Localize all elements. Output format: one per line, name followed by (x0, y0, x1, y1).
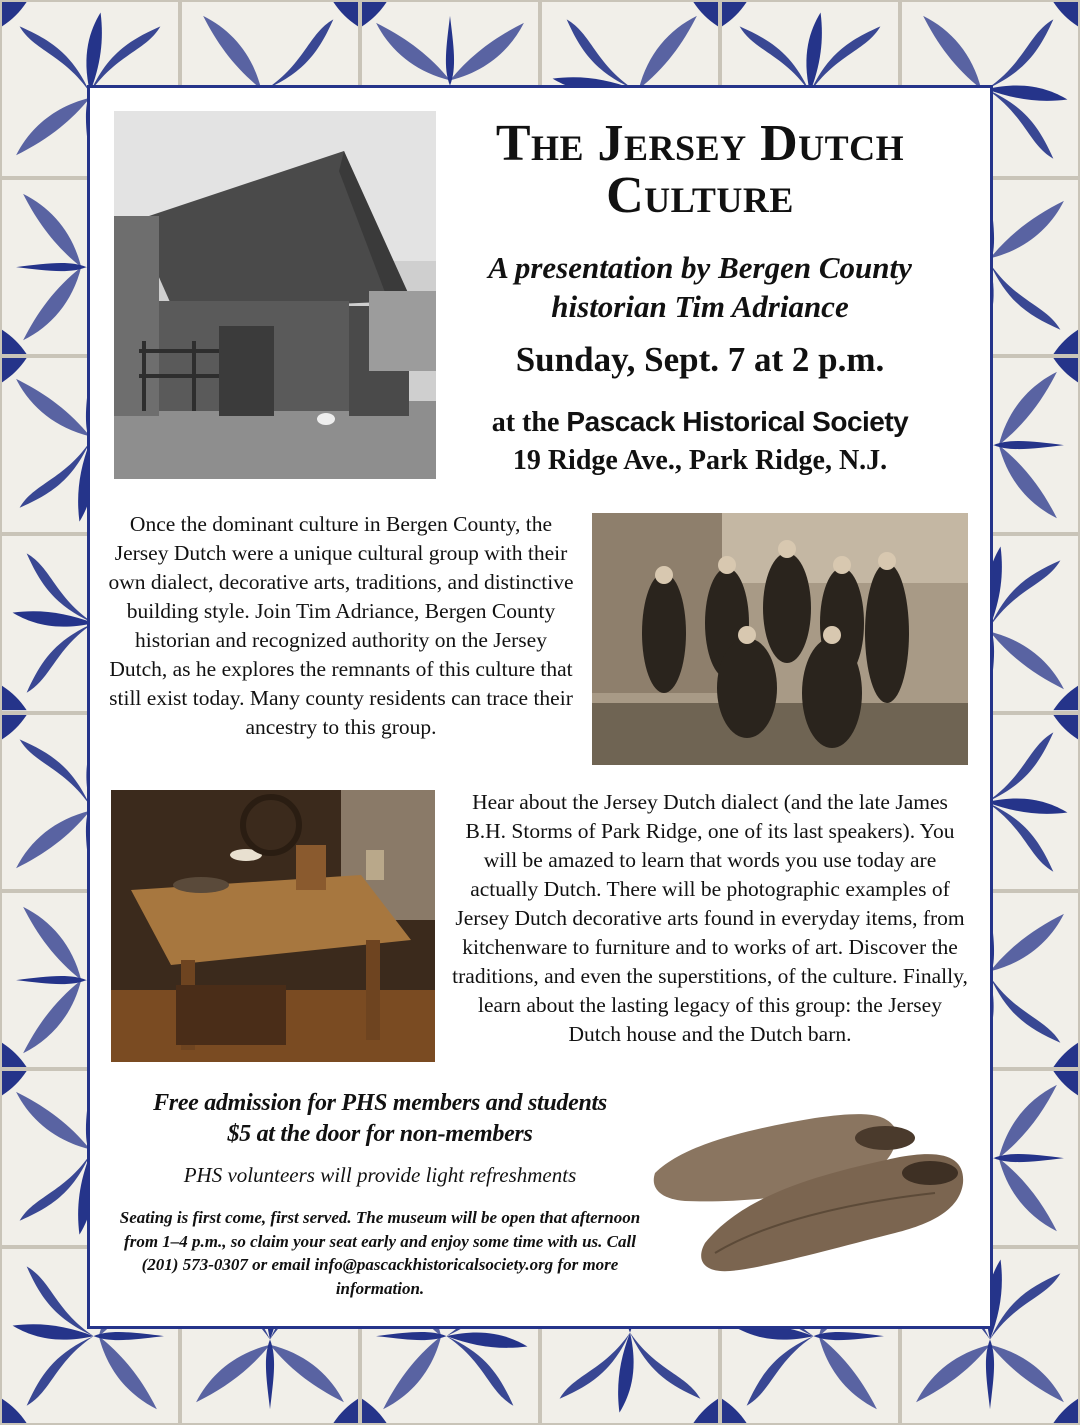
colonial-table-photo (111, 790, 435, 1062)
subtitle-line-1: A presentation by Bergen County (488, 250, 912, 285)
admission-line-1: Free admission for PHS members and students (153, 1090, 607, 1116)
venue-prefix: at the (491, 407, 560, 438)
flyer-panel (87, 85, 993, 1329)
refreshments-note: PHS volunteers will provide light refreshments (183, 1163, 577, 1187)
event-date: Sunday, Sept. 7 at 2 p.m. (515, 340, 885, 379)
family-group-photo (592, 513, 968, 765)
page-title (440, 115, 960, 224)
admission-line-2: $5 at the door for non-members (227, 1121, 533, 1147)
intro-paragraph: Once the dominant culture in Bergen County, the Jersey Dutch were a unique cultural group with their own dialect, decorative arts, traditions, and distinctive building style. Join Tim Adriance, Bergen County historian and recognized authority on the Jersey Dutch, as he explores the remnants of this culture that still exist today. Many county residents can trace their ancestry to this group. (108, 512, 574, 739)
venue (440, 403, 960, 480)
wooden-clogs-photo (645, 1083, 970, 1293)
dutch-barn-photo (114, 111, 436, 479)
details-paragraph: Hear about the Jersey Dutch dialect (and the late James B.H. Storms of Park Ridge, one of its last speakers). You will be amazed to learn that words you use today are actually Dutch. There will be photographic examples of Jersey Dutch decorative arts found in everyday items, from kitchenware to furniture and to works of art. Discover the traditions, and even the superstitions, of the culture. Finally, learn about the lasting legacy of this group: the Jersey Dutch house and the Dutch barn. (452, 790, 968, 1046)
admission-info (110, 1088, 650, 1150)
subtitle-line-2: historian Tim Adriance (551, 289, 849, 324)
title-line-1: The Jersey Dutch (495, 115, 905, 172)
venue-name: Pascack Historical Society (566, 406, 909, 437)
subtitle (440, 248, 960, 326)
title-line-2: Culture (606, 167, 794, 224)
venue-address: 19 Ridge Ave., Park Ridge, N.J. (512, 445, 888, 476)
seating-info: Seating is first come, first served. The museum will be open that afternoon from 1–4 p.m., so claim your seat early and enjoy some time with us. Call (201) 573-0307 or email info@pascackhistoricalsociety.org for more information. (119, 1208, 641, 1298)
